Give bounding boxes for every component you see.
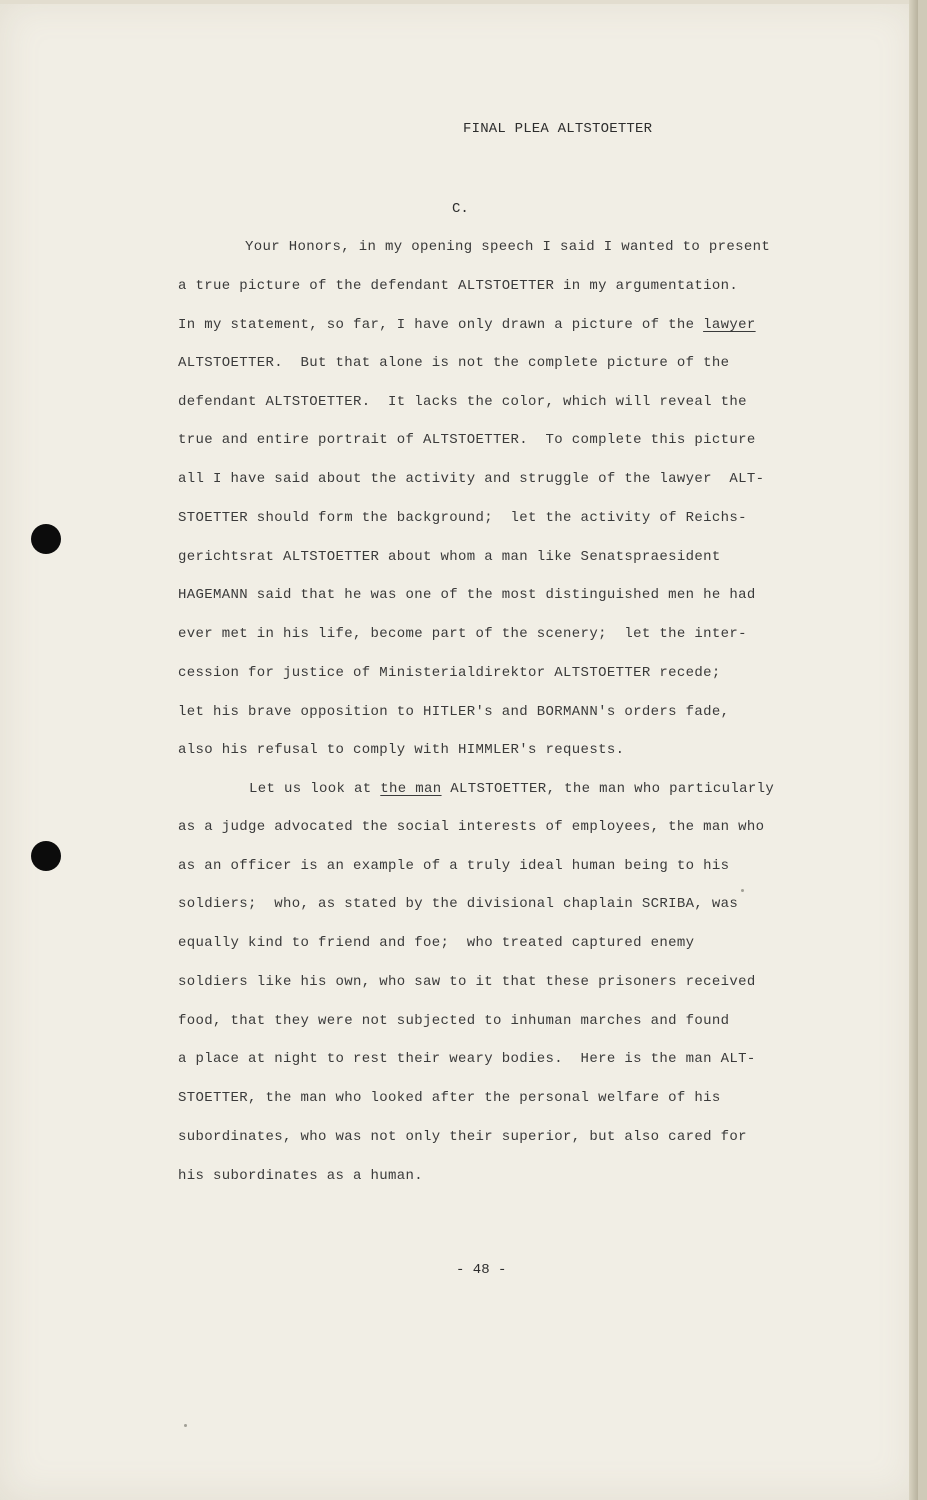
text-line: ever met in his life, become part of the scenery; let the inter- bbox=[178, 626, 747, 642]
punch-hole-upper bbox=[31, 524, 61, 554]
underlined-phrase-the-man: the man bbox=[380, 781, 442, 797]
page-number: - 48 - bbox=[456, 1262, 507, 1278]
punch-hole-lower bbox=[31, 841, 61, 871]
text-segment: Let us look at bbox=[214, 781, 381, 797]
text-line: also his refusal to comply with HIMMLER's requests. bbox=[178, 742, 625, 758]
text-line: STOETTER, the man who looked after the personal welfare of his bbox=[178, 1090, 721, 1106]
ink-speck bbox=[741, 889, 744, 892]
page-top-edge bbox=[0, 0, 918, 4]
text-line: equally kind to friend and foe; who treated captured enemy bbox=[178, 935, 695, 951]
ink-speck bbox=[184, 1424, 187, 1427]
text-line bbox=[178, 315, 756, 335]
text-line: soldiers; who, as stated by the divisional chaplain SCRIBA, was bbox=[178, 896, 739, 912]
text-segment: ALTSTOETTER, the man who particularly bbox=[441, 781, 775, 797]
text-line: soldiers like his own, who saw to it that these prisoners received bbox=[178, 974, 756, 990]
text-line: HAGEMANN said that he was one of the most distinguished men he had bbox=[178, 587, 756, 603]
text-line: gerichtsrat ALTSTOETTER about whom a man like Senatspraesident bbox=[178, 549, 721, 565]
text-line: ALTSTOETTER. But that alone is not the complete picture of the bbox=[178, 355, 730, 371]
text-line: STOETTER should form the background; let the activity of Reichs- bbox=[178, 510, 747, 526]
text-line: defendant ALTSTOETTER. It lacks the color, which will reveal the bbox=[178, 394, 747, 410]
page-right-edge bbox=[909, 0, 918, 1500]
text-line: food, that they were not subjected to inhuman marches and found bbox=[178, 1013, 730, 1029]
text-line: subordinates, who was not only their superior, but also cared for bbox=[178, 1129, 747, 1145]
text-line bbox=[214, 779, 774, 799]
text-line: a place at night to rest their weary bodies. Here is the man ALT- bbox=[178, 1051, 756, 1067]
text-line: his subordinates as a human. bbox=[178, 1168, 424, 1184]
text-line: true and entire portrait of ALTSTOETTER. To complete this picture bbox=[178, 432, 756, 448]
text-segment: In my statement, so far, I have only drawn a picture of the bbox=[178, 317, 704, 333]
text-line: cession for justice of Ministerialdirektor ALTSTOETTER recede; bbox=[178, 665, 721, 681]
underlined-word-lawyer: lawyer bbox=[703, 317, 756, 333]
text-line: a true picture of the defendant ALTSTOETTER in my argumentation. bbox=[178, 278, 739, 294]
text-line: as a judge advocated the social interests of employees, the man who bbox=[178, 819, 765, 835]
text-line: let his brave opposition to HITLER's and BORMANN's orders fade, bbox=[178, 704, 730, 720]
text-line: Your Honors, in my opening speech I said I wanted to present bbox=[245, 239, 771, 255]
document-header: FINAL PLEA ALTSTOETTER bbox=[463, 121, 653, 137]
text-line: all I have said about the activity and struggle of the lawyer ALT- bbox=[178, 471, 765, 487]
text-line: as an officer is an example of a truly ideal human being to his bbox=[178, 858, 730, 874]
section-label: C. bbox=[452, 201, 469, 217]
